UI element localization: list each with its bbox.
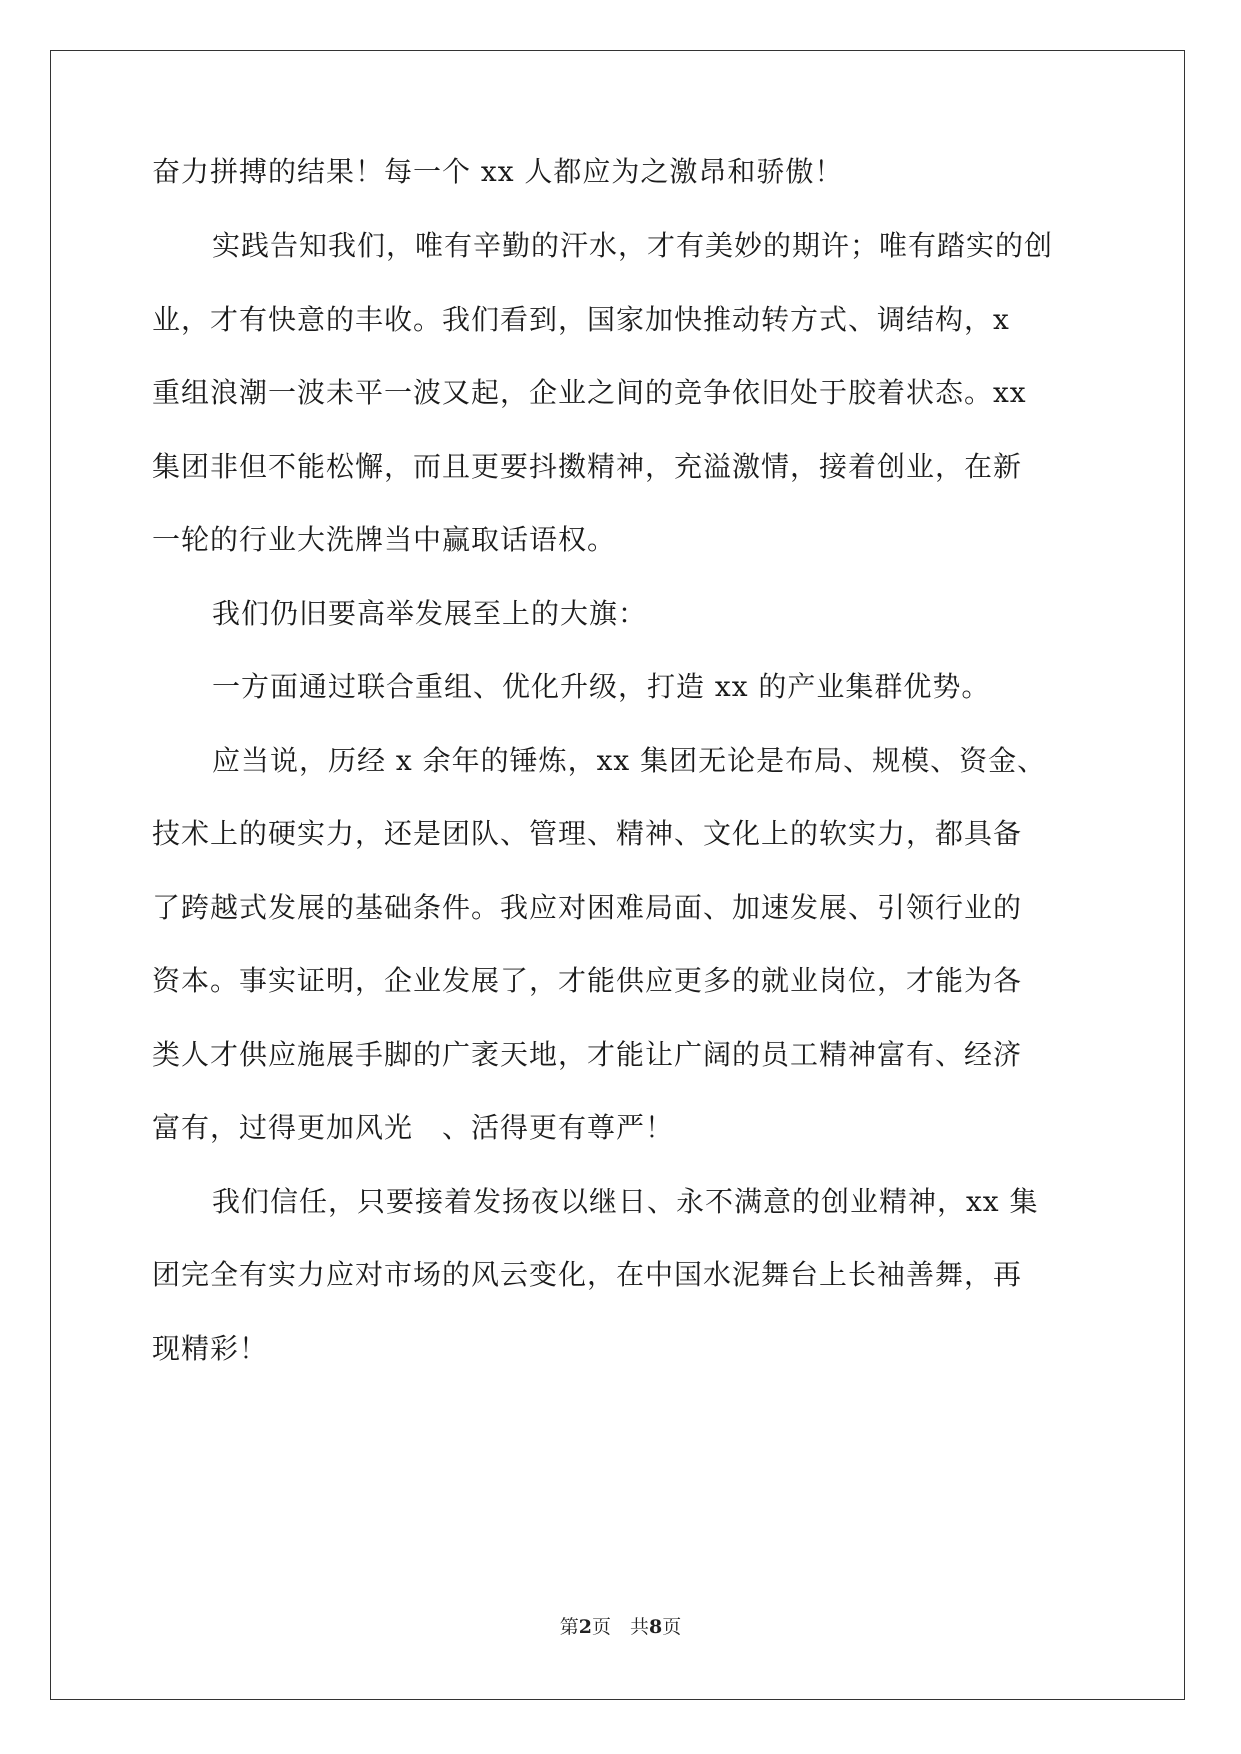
text-line: 资本。事实证明，企业发展了，才能供应更多的就业岗位，才能为各 xyxy=(152,964,1023,997)
text-line: 一轮的行业大洗牌当中赢取话语权。 xyxy=(152,523,617,556)
text-line: 实践告知我们，唯有辛勤的汗水，才有美妙的期许；唯有踏实的创 xyxy=(212,229,1054,262)
text-line: 我们信任，只要接着发扬夜以继日、永不满意的创业精神，xx 集 xyxy=(212,1185,1039,1218)
text-line: 我们仍旧要高举发展至上的大旗： xyxy=(212,597,648,630)
text-line: 类人才供应施展手脚的广袤天地，才能让广阔的员工精神富有、经济 xyxy=(152,1038,1023,1071)
text-line: 团完全有实力应对市场的风云变化，在中国水泥舞台上长袖善舞，再 xyxy=(152,1258,1023,1291)
footer-prefix: 第 xyxy=(559,1616,579,1638)
text-line: 业，才有快意的丰收。我们看到，国家加快推动转方式、调结构，x xyxy=(152,303,1010,336)
footer-middle: 页 共 xyxy=(591,1616,649,1638)
page-frame xyxy=(50,50,1185,1700)
text-line: 奋力拼搏的结果！每一个 xx 人都应为之激昂和骄傲！ xyxy=(152,155,844,188)
text-line: 富有，过得更加风光 、活得更有尊严！ xyxy=(152,1111,675,1144)
text-line: 应当说，历经 x 余年的锤炼，xx 集团无论是布局、规模、资金、 xyxy=(212,744,1047,777)
text-line: 现精彩！ xyxy=(152,1332,269,1365)
total-page-count: 8 xyxy=(649,1616,663,1638)
text-line: 集团非但不能松懈，而且更要抖擞精神，充溢激情，接着创业，在新 xyxy=(152,450,1023,483)
text-line: 一方面通过联合重组、优化升级，打造 xx 的产业集群优势。 xyxy=(212,670,991,703)
text-line: 重组浪潮一波未平一波又起，企业之间的竞争依旧处于胶着状态。xx xyxy=(152,376,1027,409)
current-page-number: 2 xyxy=(578,1616,592,1638)
text-line: 技术上的硬实力，还是团队、管理、精神、文化上的软实力，都具备 xyxy=(152,817,1023,850)
page-footer xyxy=(0,1612,1241,1639)
footer-suffix: 页 xyxy=(662,1616,682,1638)
text-line: 了跨越式发展的基础条件。我应对困难局面、加速发展、引领行业的 xyxy=(152,891,1023,924)
